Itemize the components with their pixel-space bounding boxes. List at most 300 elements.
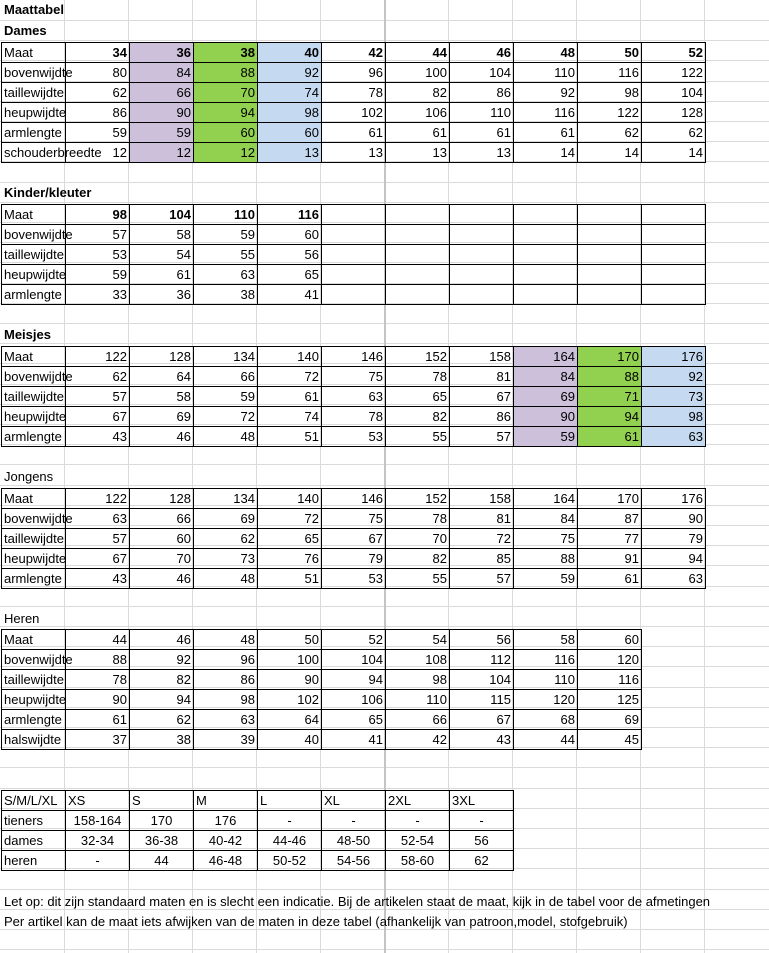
table-cell[interactable]: 74	[258, 83, 322, 103]
table-cell[interactable]: 38	[130, 730, 194, 750]
table-cell[interactable]: 170	[578, 347, 642, 367]
table-cell[interactable]	[514, 245, 578, 265]
row-label-cell[interactable]: Maat	[2, 347, 66, 367]
table-cell[interactable]: 56	[450, 831, 514, 851]
table-cell[interactable]: 88	[514, 549, 578, 569]
row-label-cell[interactable]: Maat	[2, 489, 66, 509]
table-cell[interactable]: 122	[66, 489, 130, 509]
table-cell[interactable]: 59	[194, 225, 258, 245]
table-cell[interactable]: 51	[258, 569, 322, 589]
table-cell[interactable]: 61	[258, 387, 322, 407]
table-cell[interactable]: 88	[194, 63, 258, 83]
table-cell[interactable]: 48	[194, 569, 258, 589]
table-cell[interactable]: 62	[66, 83, 130, 103]
table-cell[interactable]: 69	[514, 387, 578, 407]
table-cell[interactable]: 88	[66, 650, 130, 670]
table-cell[interactable]: 115	[450, 690, 514, 710]
table-cell[interactable]: 96	[194, 650, 258, 670]
table-cell[interactable]: 98	[258, 103, 322, 123]
table-cell[interactable]: 48	[514, 43, 578, 63]
table-cell[interactable]	[450, 225, 514, 245]
table-cell[interactable]	[578, 245, 642, 265]
table-cell[interactable]	[514, 225, 578, 245]
table-cell[interactable]: 59	[66, 123, 130, 143]
table-cell[interactable]: 104	[322, 650, 386, 670]
row-label-cell[interactable]: armlengte	[2, 569, 66, 589]
table-cell[interactable]: 52	[642, 43, 706, 63]
table-cell[interactable]: 90	[130, 103, 194, 123]
table-cell[interactable]: 164	[514, 347, 578, 367]
table-cell[interactable]: 102	[322, 103, 386, 123]
table-cell[interactable]: 55	[386, 569, 450, 589]
table-cell[interactable]: 82	[386, 549, 450, 569]
table-cell[interactable]: 59	[66, 265, 130, 285]
table-cell[interactable]: 44	[514, 730, 578, 750]
table-cell[interactable]: 170	[578, 489, 642, 509]
table-cell[interactable]	[386, 285, 450, 305]
table-cell[interactable]: 72	[258, 509, 322, 529]
table-cell[interactable]: 90	[66, 690, 130, 710]
table-cell[interactable]: 40	[258, 730, 322, 750]
table-cell[interactable]: 61	[578, 569, 642, 589]
table-cell[interactable]: 90	[642, 509, 706, 529]
table-cell[interactable]: 61	[386, 123, 450, 143]
table-cell[interactable]	[642, 265, 706, 285]
table-cell[interactable]: 44-46	[258, 831, 322, 851]
table-cell[interactable]: 79	[322, 549, 386, 569]
table-cell[interactable]: 102	[258, 690, 322, 710]
table-cell[interactable]: 44	[66, 630, 130, 650]
table-cell[interactable]: 58	[130, 387, 194, 407]
table-cell[interactable]	[386, 245, 450, 265]
table-cell[interactable]	[642, 205, 706, 225]
table-cell[interactable]: 65	[322, 710, 386, 730]
table-cell[interactable]: 59	[514, 569, 578, 589]
table-cell[interactable]: 60	[258, 123, 322, 143]
table-cell[interactable]: 13	[322, 143, 386, 163]
table-cell[interactable]: 54-56	[322, 851, 386, 871]
table-cell[interactable]: 46	[130, 569, 194, 589]
table-cell[interactable]: 12	[194, 143, 258, 163]
table-cell[interactable]: 38	[194, 285, 258, 305]
table-cell[interactable]: 92	[514, 83, 578, 103]
table-cell[interactable]: -	[258, 811, 322, 831]
table-cell[interactable]: 77	[578, 529, 642, 549]
table-cell[interactable]: 2XL	[386, 791, 450, 811]
table-cell[interactable]: 146	[322, 347, 386, 367]
table-cell[interactable]: 67	[450, 387, 514, 407]
row-label-cell[interactable]: heupwijdte	[2, 549, 66, 569]
table-cell[interactable]: 53	[322, 569, 386, 589]
table-cell[interactable]: 70	[386, 529, 450, 549]
table-cell[interactable]: 82	[386, 407, 450, 427]
table-cell[interactable]: 40-42	[194, 831, 258, 851]
table-cell[interactable]: 75	[514, 529, 578, 549]
table-cell[interactable]: 71	[578, 387, 642, 407]
table-cell[interactable]: 134	[194, 489, 258, 509]
row-label-cell[interactable]: armlengte	[2, 710, 66, 730]
row-label-cell[interactable]: armlengte	[2, 427, 66, 447]
table-cell[interactable]: 61	[66, 710, 130, 730]
table-cell[interactable]: 57	[66, 225, 130, 245]
table-cell[interactable]: 98	[642, 407, 706, 427]
row-label-cell[interactable]: heupwijdte	[2, 103, 66, 123]
table-cell[interactable]: 140	[258, 347, 322, 367]
table-cell[interactable]: 62	[66, 367, 130, 387]
table-cell[interactable]: -	[386, 811, 450, 831]
table-cell[interactable]: 54	[130, 245, 194, 265]
table-cell[interactable]: 57	[450, 427, 514, 447]
table-cell[interactable]: 56	[258, 245, 322, 265]
table-cell[interactable]: 74	[258, 407, 322, 427]
row-label-cell[interactable]: dames	[2, 831, 66, 851]
table-cell[interactable]: 55	[194, 245, 258, 265]
row-label-cell[interactable]: heupwijdte	[2, 690, 66, 710]
table-cell[interactable]: 42	[386, 730, 450, 750]
table-cell[interactable]: 86	[450, 407, 514, 427]
table-cell[interactable]: 45	[578, 730, 642, 750]
table-cell[interactable]: 116	[258, 205, 322, 225]
table-cell[interactable]	[386, 265, 450, 285]
table-cell[interactable]: 125	[578, 690, 642, 710]
table-cell[interactable]: 72	[258, 367, 322, 387]
table-cell[interactable]: 63	[642, 427, 706, 447]
table-cell[interactable]: 50	[258, 630, 322, 650]
row-label-cell[interactable]: taillewijdte	[2, 83, 66, 103]
table-cell[interactable]: 43	[66, 427, 130, 447]
table-cell[interactable]: 96	[322, 63, 386, 83]
table-cell[interactable]: 32-34	[66, 831, 130, 851]
table-cell[interactable]: 70	[130, 549, 194, 569]
table-cell[interactable]: XS	[66, 791, 130, 811]
row-label-cell[interactable]: heupwijdte	[2, 407, 66, 427]
row-label-cell[interactable]: schouderbreedte	[2, 143, 66, 163]
table-cell[interactable]: 40	[258, 43, 322, 63]
table-cell[interactable]: 66	[130, 509, 194, 529]
row-label-cell[interactable]: S/M/L/XL	[2, 791, 66, 811]
table-cell[interactable]: 94	[322, 670, 386, 690]
table-cell[interactable]: 43	[450, 730, 514, 750]
table-cell[interactable]: 116	[578, 63, 642, 83]
table-cell[interactable]: 59	[194, 387, 258, 407]
table-cell[interactable]: 170	[130, 811, 194, 831]
table-cell[interactable]: 112	[450, 650, 514, 670]
row-label-cell[interactable]: bovenwijdte	[2, 367, 66, 387]
table-cell[interactable]: 36-38	[130, 831, 194, 851]
table-cell[interactable]: 104	[450, 63, 514, 83]
table-cell[interactable]: 62	[194, 529, 258, 549]
table-cell[interactable]: 57	[66, 387, 130, 407]
table-cell[interactable]: 158	[450, 347, 514, 367]
table-cell[interactable]: 37	[66, 730, 130, 750]
table-cell[interactable]	[578, 225, 642, 245]
table-cell[interactable]: 122	[642, 63, 706, 83]
table-cell[interactable]: 14	[514, 143, 578, 163]
row-label-cell[interactable]: Maat	[2, 205, 66, 225]
table-cell[interactable]: 66	[194, 367, 258, 387]
table-cell[interactable]: 53	[322, 427, 386, 447]
table-cell[interactable]: 84	[514, 367, 578, 387]
table-cell[interactable]: 87	[578, 509, 642, 529]
table-cell[interactable]: 62	[130, 710, 194, 730]
table-cell[interactable]: 58	[130, 225, 194, 245]
row-label-cell[interactable]: taillewijdte	[2, 245, 66, 265]
table-cell[interactable]: 152	[386, 489, 450, 509]
table-cell[interactable]	[642, 285, 706, 305]
table-cell[interactable]	[514, 205, 578, 225]
table-cell[interactable]: 100	[258, 650, 322, 670]
table-cell[interactable]: 78	[386, 367, 450, 387]
table-cell[interactable]: 69	[130, 407, 194, 427]
table-cell[interactable]: 61	[514, 123, 578, 143]
table-cell[interactable]: 50-52	[258, 851, 322, 871]
table-cell[interactable]: 100	[386, 63, 450, 83]
table-cell[interactable]: 84	[514, 509, 578, 529]
table-cell[interactable]: 116	[514, 650, 578, 670]
table-cell[interactable]: 106	[386, 103, 450, 123]
table-cell[interactable]: 146	[322, 489, 386, 509]
table-cell[interactable]: 46	[130, 427, 194, 447]
table-cell[interactable]: 43	[66, 569, 130, 589]
row-label-cell[interactable]: armlengte	[2, 285, 66, 305]
table-cell[interactable]: 60	[578, 630, 642, 650]
table-cell[interactable]: 108	[386, 650, 450, 670]
table-cell[interactable]: 66	[386, 710, 450, 730]
table-cell[interactable]: 52	[322, 630, 386, 650]
table-cell[interactable]: 122	[578, 103, 642, 123]
table-cell[interactable]: 104	[642, 83, 706, 103]
table-cell[interactable]: 176	[642, 489, 706, 509]
table-cell[interactable]	[450, 265, 514, 285]
table-cell[interactable]: 63	[194, 265, 258, 285]
table-cell[interactable]: 54	[386, 630, 450, 650]
table-cell[interactable]: 48	[194, 427, 258, 447]
row-label-cell[interactable]: taillewijdte	[2, 529, 66, 549]
table-cell[interactable]: 41	[258, 285, 322, 305]
table-cell[interactable]: 14	[578, 143, 642, 163]
table-cell[interactable]: 73	[642, 387, 706, 407]
table-cell[interactable]: 78	[66, 670, 130, 690]
table-cell[interactable]: 34	[66, 43, 130, 63]
table-cell[interactable]: 92	[258, 63, 322, 83]
table-cell[interactable]: 51	[258, 427, 322, 447]
table-cell[interactable]: 122	[66, 347, 130, 367]
table-cell[interactable]: 61	[450, 123, 514, 143]
table-cell[interactable]: 152	[386, 347, 450, 367]
table-cell[interactable]: 120	[578, 650, 642, 670]
row-label-cell[interactable]: heupwijdte	[2, 265, 66, 285]
table-cell[interactable]: 67	[66, 407, 130, 427]
table-cell[interactable]: 98	[578, 83, 642, 103]
table-cell[interactable]: 62	[642, 123, 706, 143]
table-cell[interactable]: 110	[386, 690, 450, 710]
row-label-cell[interactable]: heren	[2, 851, 66, 871]
table-cell[interactable]: 67	[66, 549, 130, 569]
table-cell[interactable]: 60	[258, 225, 322, 245]
table-cell[interactable]: 78	[386, 509, 450, 529]
table-cell[interactable]: 63	[194, 710, 258, 730]
row-label-cell[interactable]: bovenwijdte	[2, 650, 66, 670]
table-cell[interactable]: 104	[130, 205, 194, 225]
table-cell[interactable]	[322, 245, 386, 265]
table-cell[interactable]: 75	[322, 509, 386, 529]
table-cell[interactable]: 92	[642, 367, 706, 387]
table-cell[interactable]: 46	[130, 630, 194, 650]
table-cell[interactable]: 48	[194, 630, 258, 650]
table-cell[interactable]: -	[66, 851, 130, 871]
table-cell[interactable]	[450, 245, 514, 265]
row-label-cell[interactable]: Maat	[2, 43, 66, 63]
table-cell[interactable]: 58	[514, 630, 578, 650]
row-label-cell[interactable]: bovenwijdte	[2, 509, 66, 529]
table-cell[interactable]: 36	[130, 285, 194, 305]
table-cell[interactable]: 63	[322, 387, 386, 407]
table-cell[interactable]: 84	[130, 63, 194, 83]
table-cell[interactable]: 42	[322, 43, 386, 63]
table-cell[interactable]: 128	[642, 103, 706, 123]
table-cell[interactable]: 64	[258, 710, 322, 730]
table-cell[interactable]: 62	[450, 851, 514, 871]
table-cell[interactable]: 12	[130, 143, 194, 163]
table-cell[interactable]: 116	[578, 670, 642, 690]
table-cell[interactable]: 86	[66, 103, 130, 123]
table-cell[interactable]: 61	[322, 123, 386, 143]
table-cell[interactable]: 50	[578, 43, 642, 63]
table-cell[interactable]	[578, 205, 642, 225]
table-cell[interactable]: 78	[322, 407, 386, 427]
table-cell[interactable]: 110	[514, 670, 578, 690]
table-cell[interactable]: 88	[578, 367, 642, 387]
table-cell[interactable]: 13	[258, 143, 322, 163]
table-cell[interactable]: 158-164	[66, 811, 130, 831]
table-cell[interactable]: -	[322, 811, 386, 831]
table-cell[interactable]: 80	[66, 63, 130, 83]
row-label-cell[interactable]: armlengte	[2, 123, 66, 143]
table-cell[interactable]: 92	[130, 650, 194, 670]
table-cell[interactable]: 81	[450, 367, 514, 387]
table-cell[interactable]: 90	[514, 407, 578, 427]
row-label-cell[interactable]: Maat	[2, 630, 66, 650]
table-cell[interactable]	[450, 285, 514, 305]
table-cell[interactable]: 81	[450, 509, 514, 529]
table-cell[interactable]: 69	[194, 509, 258, 529]
table-cell[interactable]: 59	[130, 123, 194, 143]
table-cell[interactable]: 110	[450, 103, 514, 123]
table-cell[interactable]: 98	[66, 205, 130, 225]
table-cell[interactable]: 75	[322, 367, 386, 387]
table-cell[interactable]: 94	[578, 407, 642, 427]
table-cell[interactable]: 116	[514, 103, 578, 123]
row-label-cell[interactable]: halswijdte	[2, 730, 66, 750]
table-cell[interactable]: 38	[194, 43, 258, 63]
table-cell[interactable]: 52-54	[386, 831, 450, 851]
table-cell[interactable]	[642, 245, 706, 265]
table-cell[interactable]	[322, 285, 386, 305]
table-cell[interactable]: 64	[130, 367, 194, 387]
table-cell[interactable]: 76	[258, 549, 322, 569]
table-cell[interactable]	[386, 205, 450, 225]
table-cell[interactable]: 86	[450, 83, 514, 103]
table-cell[interactable]: 70	[194, 83, 258, 103]
table-cell[interactable]	[642, 225, 706, 245]
table-cell[interactable]: 59	[514, 427, 578, 447]
table-cell[interactable]: 67	[322, 529, 386, 549]
table-cell[interactable]: 91	[578, 549, 642, 569]
table-cell[interactable]	[514, 265, 578, 285]
row-label-cell[interactable]: taillewijdte	[2, 670, 66, 690]
table-cell[interactable]: 110	[194, 205, 258, 225]
table-cell[interactable]: 67	[450, 710, 514, 730]
table-cell[interactable]: 46-48	[194, 851, 258, 871]
row-label-cell[interactable]: tieners	[2, 811, 66, 831]
table-cell[interactable]: 63	[642, 569, 706, 589]
table-cell[interactable]	[578, 265, 642, 285]
table-cell[interactable]: 140	[258, 489, 322, 509]
table-cell[interactable]: 65	[258, 265, 322, 285]
table-cell[interactable]: 44	[386, 43, 450, 63]
table-cell[interactable]	[322, 225, 386, 245]
table-cell[interactable]: 48-50	[322, 831, 386, 851]
table-cell[interactable]	[322, 205, 386, 225]
table-cell[interactable]: 3XL	[450, 791, 514, 811]
table-cell[interactable]: 120	[514, 690, 578, 710]
table-cell[interactable]: 176	[642, 347, 706, 367]
table-cell[interactable]: 134	[194, 347, 258, 367]
table-cell[interactable]: 41	[322, 730, 386, 750]
table-cell[interactable]: 44	[130, 851, 194, 871]
table-cell[interactable]	[322, 265, 386, 285]
table-cell[interactable]: 57	[450, 569, 514, 589]
table-cell[interactable]: 104	[450, 670, 514, 690]
table-cell[interactable]: 106	[322, 690, 386, 710]
table-cell[interactable]	[514, 285, 578, 305]
table-cell[interactable]: 128	[130, 347, 194, 367]
table-cell[interactable]: 85	[450, 549, 514, 569]
table-cell[interactable]: S	[130, 791, 194, 811]
table-cell[interactable]: 55	[386, 427, 450, 447]
table-cell[interactable]: 82	[386, 83, 450, 103]
table-cell[interactable]: 14	[642, 143, 706, 163]
table-cell[interactable]: 73	[194, 549, 258, 569]
row-label-cell[interactable]: taillewijdte	[2, 387, 66, 407]
table-cell[interactable]: 33	[66, 285, 130, 305]
table-cell[interactable]: 98	[386, 670, 450, 690]
table-cell[interactable]: 65	[386, 387, 450, 407]
table-cell[interactable]: 94	[194, 103, 258, 123]
table-cell[interactable]: 65	[258, 529, 322, 549]
table-cell[interactable]: 58-60	[386, 851, 450, 871]
table-cell[interactable]: 66	[130, 83, 194, 103]
table-cell[interactable]: 72	[194, 407, 258, 427]
table-cell[interactable]: 176	[194, 811, 258, 831]
table-cell[interactable]: -	[450, 811, 514, 831]
table-cell[interactable]: 158	[450, 489, 514, 509]
table-cell[interactable]: 110	[514, 63, 578, 83]
table-cell[interactable]: 63	[66, 509, 130, 529]
table-cell[interactable]: XL	[322, 791, 386, 811]
table-cell[interactable]: L	[258, 791, 322, 811]
table-cell[interactable]: 61	[130, 265, 194, 285]
table-cell[interactable]: 60	[130, 529, 194, 549]
table-cell[interactable]: 13	[386, 143, 450, 163]
table-cell[interactable]: 164	[514, 489, 578, 509]
table-cell[interactable]: 39	[194, 730, 258, 750]
table-cell[interactable]: 78	[322, 83, 386, 103]
table-cell[interactable]: 12	[66, 143, 130, 163]
table-cell[interactable]: 128	[130, 489, 194, 509]
table-cell[interactable]: 94	[642, 549, 706, 569]
table-cell[interactable]: 79	[642, 529, 706, 549]
